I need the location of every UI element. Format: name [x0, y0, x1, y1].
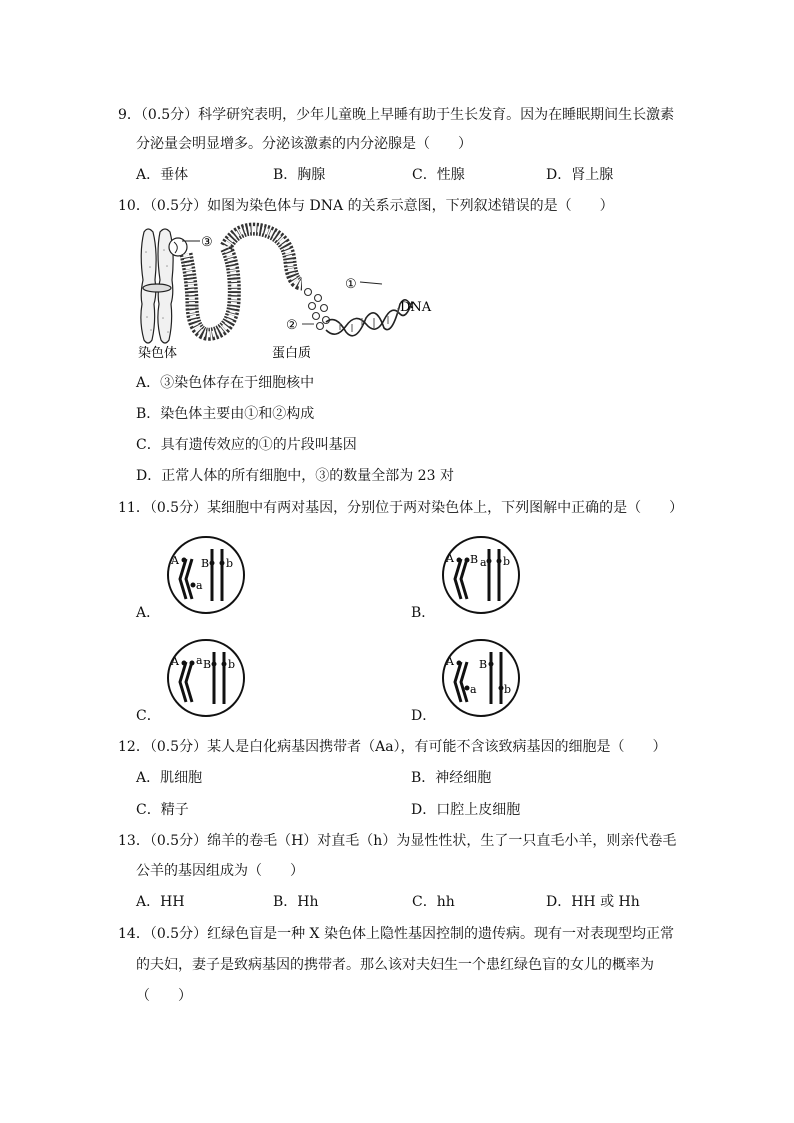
- question-number: 14．: [118, 926, 150, 942]
- question-stem: （0.5分）某细胞中有两对基因，分别位于两对染色体上，下列图解中正确的是（ ）: [149, 500, 684, 516]
- label-2: ②: [286, 318, 298, 333]
- question-stem-cont: 公羊的基因组成为（ ）: [136, 863, 304, 879]
- option-a[interactable]: A．HH: [136, 894, 185, 910]
- gene-label: B: [470, 553, 479, 566]
- option-d[interactable]: D．肾上腺: [546, 167, 614, 183]
- option-c[interactable]: C．: [136, 708, 161, 724]
- cell-diagram-b: [441, 535, 521, 615]
- option-b[interactable]: B．Hh: [273, 894, 319, 910]
- option-c[interactable]: C．精子: [136, 802, 189, 818]
- gene-label: A: [446, 655, 454, 668]
- question-number: 9．: [118, 107, 141, 123]
- question-stem-cont: 的夫妇，妻子是致病基因的携带者。那么该对夫妇生一个患红绿色盲的女儿的概率为: [136, 957, 654, 973]
- gene-label: A: [171, 554, 179, 567]
- gene-label: B: [479, 658, 488, 671]
- cell-diagram-d: [441, 638, 521, 718]
- protein-beads: [305, 289, 330, 330]
- question-number: 10．: [118, 198, 150, 214]
- option-a[interactable]: A．: [136, 605, 161, 621]
- chromosome-drawing: [141, 229, 173, 343]
- cell-diagram-a: [166, 535, 246, 615]
- option-a[interactable]: A．垂体: [136, 167, 189, 183]
- label-chromosome: 染色体: [138, 346, 178, 361]
- gene-label: A: [171, 655, 179, 668]
- gene-label: A: [446, 552, 454, 565]
- question-stem: （0.5分）红绿色盲是一种 X 染色体上隐性基因控制的遗传病。现有一对表现型均正常: [149, 926, 674, 942]
- chromosome-dna-figure: [130, 222, 440, 362]
- option-d[interactable]: D．HH 或 Hh: [546, 894, 640, 910]
- question-number: 11．: [118, 500, 150, 516]
- option-d[interactable]: D．口腔上皮细胞: [411, 802, 521, 818]
- gene-label: a: [196, 579, 203, 592]
- gene-label: B: [201, 557, 210, 570]
- option-a[interactable]: A．肌细胞: [136, 770, 203, 786]
- option-c[interactable]: C．具有遗传效应的①的片段叫基因: [136, 437, 357, 453]
- question-stem-cont: 分泌量会明显增多。分泌该激素的内分泌腺是（ ）: [136, 136, 472, 152]
- option-b[interactable]: B．神经细胞: [411, 770, 492, 786]
- question-number: 13．: [118, 833, 150, 849]
- question-stem: （0.5分）绵羊的卷毛（H）对直毛（h）为显性性状，生了一只直毛小羊，则亲代卷毛: [149, 833, 677, 849]
- option-d[interactable]: D．正常人体的所有细胞中，③的数量全部为 23 对: [136, 468, 454, 484]
- gene-label: a: [196, 654, 203, 667]
- option-b[interactable]: B．染色体主要由①和②构成: [136, 406, 315, 422]
- question-stem-cont: （ ）: [136, 988, 192, 1004]
- label-protein: 蛋白质: [272, 346, 312, 361]
- question-stem: （0.5分）某人是白化病基因携带者（Aa），有可能不含该致病基因的细胞是（ ）: [149, 739, 667, 755]
- option-d[interactable]: D．: [411, 708, 437, 724]
- cell-diagram-c: [166, 638, 246, 718]
- label-1: ①: [345, 277, 357, 292]
- question-stem: （0.5分）科学研究表明，少年儿童晚上早睡有助于生长发育。因为在睡眠期间生长激素: [140, 107, 675, 123]
- option-b[interactable]: B．: [411, 605, 436, 621]
- option-c[interactable]: C．hh: [412, 894, 455, 910]
- question-number: 12．: [118, 739, 150, 755]
- gene-label: b: [226, 557, 234, 570]
- option-c[interactable]: C．性腺: [412, 167, 465, 183]
- option-b[interactable]: B．胸腺: [273, 167, 326, 183]
- gene-label: a: [470, 683, 477, 696]
- question-stem: （0.5分）如图为染色体与 DNA 的关系示意图，下列叙述错误的是（ ）: [149, 198, 614, 214]
- gene-label: a: [480, 556, 487, 569]
- gene-label: B: [203, 658, 212, 671]
- label-3: ③: [201, 235, 213, 250]
- gene-label: b: [228, 658, 236, 671]
- label-dna: DNA: [400, 300, 432, 315]
- gene-label: b: [504, 683, 512, 696]
- gene-label: b: [503, 555, 511, 568]
- option-a[interactable]: A．③染色体存在于细胞核中: [136, 375, 315, 391]
